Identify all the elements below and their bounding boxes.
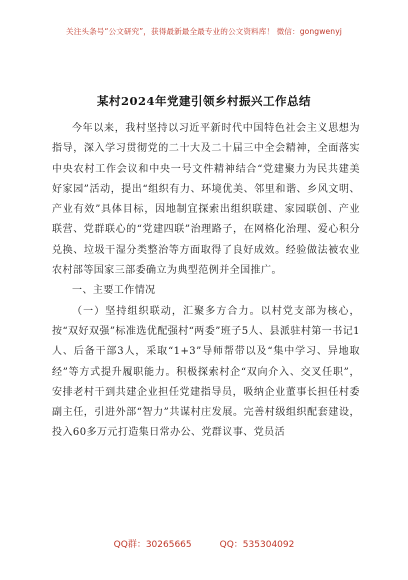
document-body bbox=[52, 119, 360, 444]
document-title: 某村2024年党建引领乡村振兴工作总结 bbox=[96, 94, 311, 108]
qq-number: QQ：535304092 bbox=[219, 540, 295, 550]
promo-header: 关注头条号“公文研究”，获得最新最全最专业的公文资料库！ 微信：gongwenyj bbox=[66, 27, 342, 36]
section-heading: 一、主要工作情况 bbox=[72, 285, 156, 297]
contact-footer bbox=[0, 537, 408, 550]
intro-paragraph: 今年以来，我村坚持以习近平新时代中国特色社会主义思想为指导，深入学习贯彻党的二十大及二十届三中全会精神，全面落实中央农村工作会议和中央一号文件精神结合“党建聚力为民共建美好家园”活动，提出“组织有力、环境优美、邻里和谐、乡风文明、产业有效”具体目标，因地制宜探索出组织联建、家园联创、产业联营、党群联心的“党建四联”治理路子，在网格化治理、爱心积分兑换、垃圾干湿分类整治等方面取得了良好成效。经验做法被农业农村部等国家三部委确立为典型范例并全国推广。 bbox=[52, 123, 360, 277]
qq-group-number: QQ群：30265665 bbox=[113, 540, 192, 550]
subsection-paragraph: （一）坚持组织联动，汇聚多方合力。以村党支部为核心，按“双好双强”标准选优配强村“两委”班子5人、县派驻村第一书记1人、后备干部3人，采取“1+3”导师帮带以及“集中学习、异地取经”等方式提升履职能力。积极探索村企“双向介入、交叉任职”，安排老村干到共建企业担任党建指导员，吸纳企业董事长担任村委副主任，引进外部“智力”共谋村庄发展。完善村级组织配套建设，投入60多万元打造集日常办公、党群议事、党员活 bbox=[52, 305, 360, 439]
